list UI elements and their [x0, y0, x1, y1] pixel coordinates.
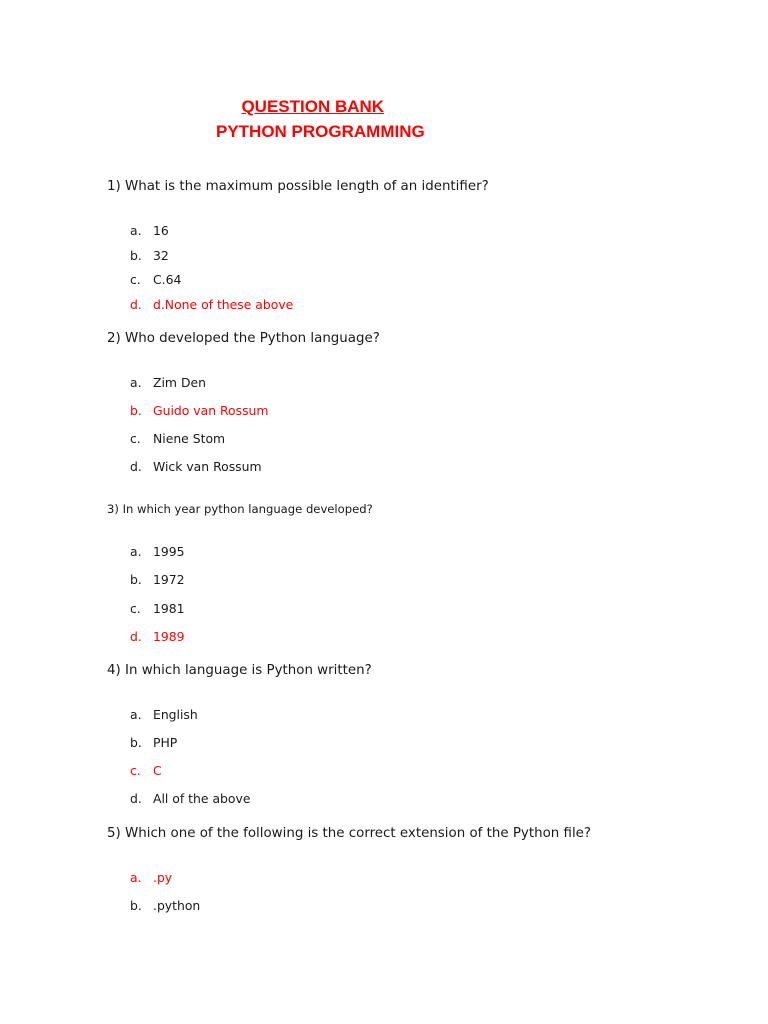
option-text: Wick van Rossum — [153, 459, 262, 474]
question-1-option-c — [130, 272, 181, 287]
option-letter: a. — [130, 223, 142, 238]
option-letter: b. — [130, 248, 142, 263]
option-letter: d. — [130, 791, 142, 806]
option-letter: b. — [130, 572, 142, 587]
title-python-programming: PYTHON PROGRAMMING — [216, 122, 425, 141]
option-letter: c. — [130, 431, 141, 446]
option-letter: b. — [130, 735, 142, 750]
option-letter: d. — [130, 459, 142, 474]
question-5: 5) Which one of the following is the correct extension of the Python file? — [107, 826, 592, 841]
option-letter: c. — [130, 601, 141, 616]
question-2-option-c — [130, 431, 225, 446]
question-4-option-d — [130, 791, 250, 806]
option-text: PHP — [153, 735, 178, 750]
option-text: Guido van Rossum — [153, 403, 269, 418]
option-letter: a. — [130, 870, 142, 885]
option-text: C.64 — [153, 272, 182, 287]
question-1: 1) What is the maximum possible length of an identifier? — [107, 179, 489, 194]
question-4-option-c-correct — [130, 763, 162, 778]
option-letter: b. — [130, 898, 142, 913]
question-5-option-a-correct — [130, 870, 172, 885]
option-text: Niene Stom — [153, 431, 226, 446]
question-4-option-a — [130, 707, 198, 722]
option-text: Zim Den — [153, 375, 206, 390]
option-text: 16 — [153, 223, 169, 238]
option-letter: c. — [130, 763, 141, 778]
option-text: 1981 — [153, 601, 185, 616]
question-2: 2) Who developed the Python language? — [107, 331, 380, 346]
title-question-bank: QUESTION BANK — [241, 97, 385, 116]
question-4: 4) In which language is Python written? — [107, 663, 372, 678]
question-3: 3) In which year python language developed? — [107, 502, 373, 516]
option-text: 1972 — [153, 572, 185, 587]
question-1-option-b — [130, 248, 169, 263]
option-letter: d. — [130, 629, 142, 644]
option-letter: a. — [130, 707, 142, 722]
option-text: d.None of these above — [153, 297, 294, 312]
option-text: All of the above — [153, 791, 251, 806]
question-3-option-c — [130, 601, 185, 616]
option-letter: a. — [130, 544, 142, 559]
question-2-option-b-correct — [130, 403, 268, 418]
question-3-option-d-correct — [130, 629, 185, 644]
question-5-option-b — [130, 898, 200, 913]
option-letter: a. — [130, 375, 142, 390]
option-text: English — [153, 707, 198, 722]
option-letter: c. — [130, 272, 141, 287]
title-block — [216, 94, 425, 144]
option-letter: b. — [130, 403, 142, 418]
option-text: 1989 — [153, 629, 185, 644]
question-2-option-d — [130, 459, 262, 474]
option-text: 1995 — [153, 544, 185, 559]
option-text: .python — [153, 898, 201, 913]
question-3-option-a — [130, 544, 185, 559]
question-2-option-a — [130, 375, 206, 390]
question-1-option-d-correct — [130, 297, 293, 312]
option-text: .py — [153, 870, 173, 885]
question-3-option-b — [130, 572, 185, 587]
title-line-1 — [216, 94, 425, 119]
option-text: 32 — [153, 248, 169, 263]
question-1-option-a — [130, 223, 169, 238]
option-text: C — [153, 763, 162, 778]
question-4-option-b — [130, 735, 177, 750]
option-letter: d. — [130, 297, 142, 312]
